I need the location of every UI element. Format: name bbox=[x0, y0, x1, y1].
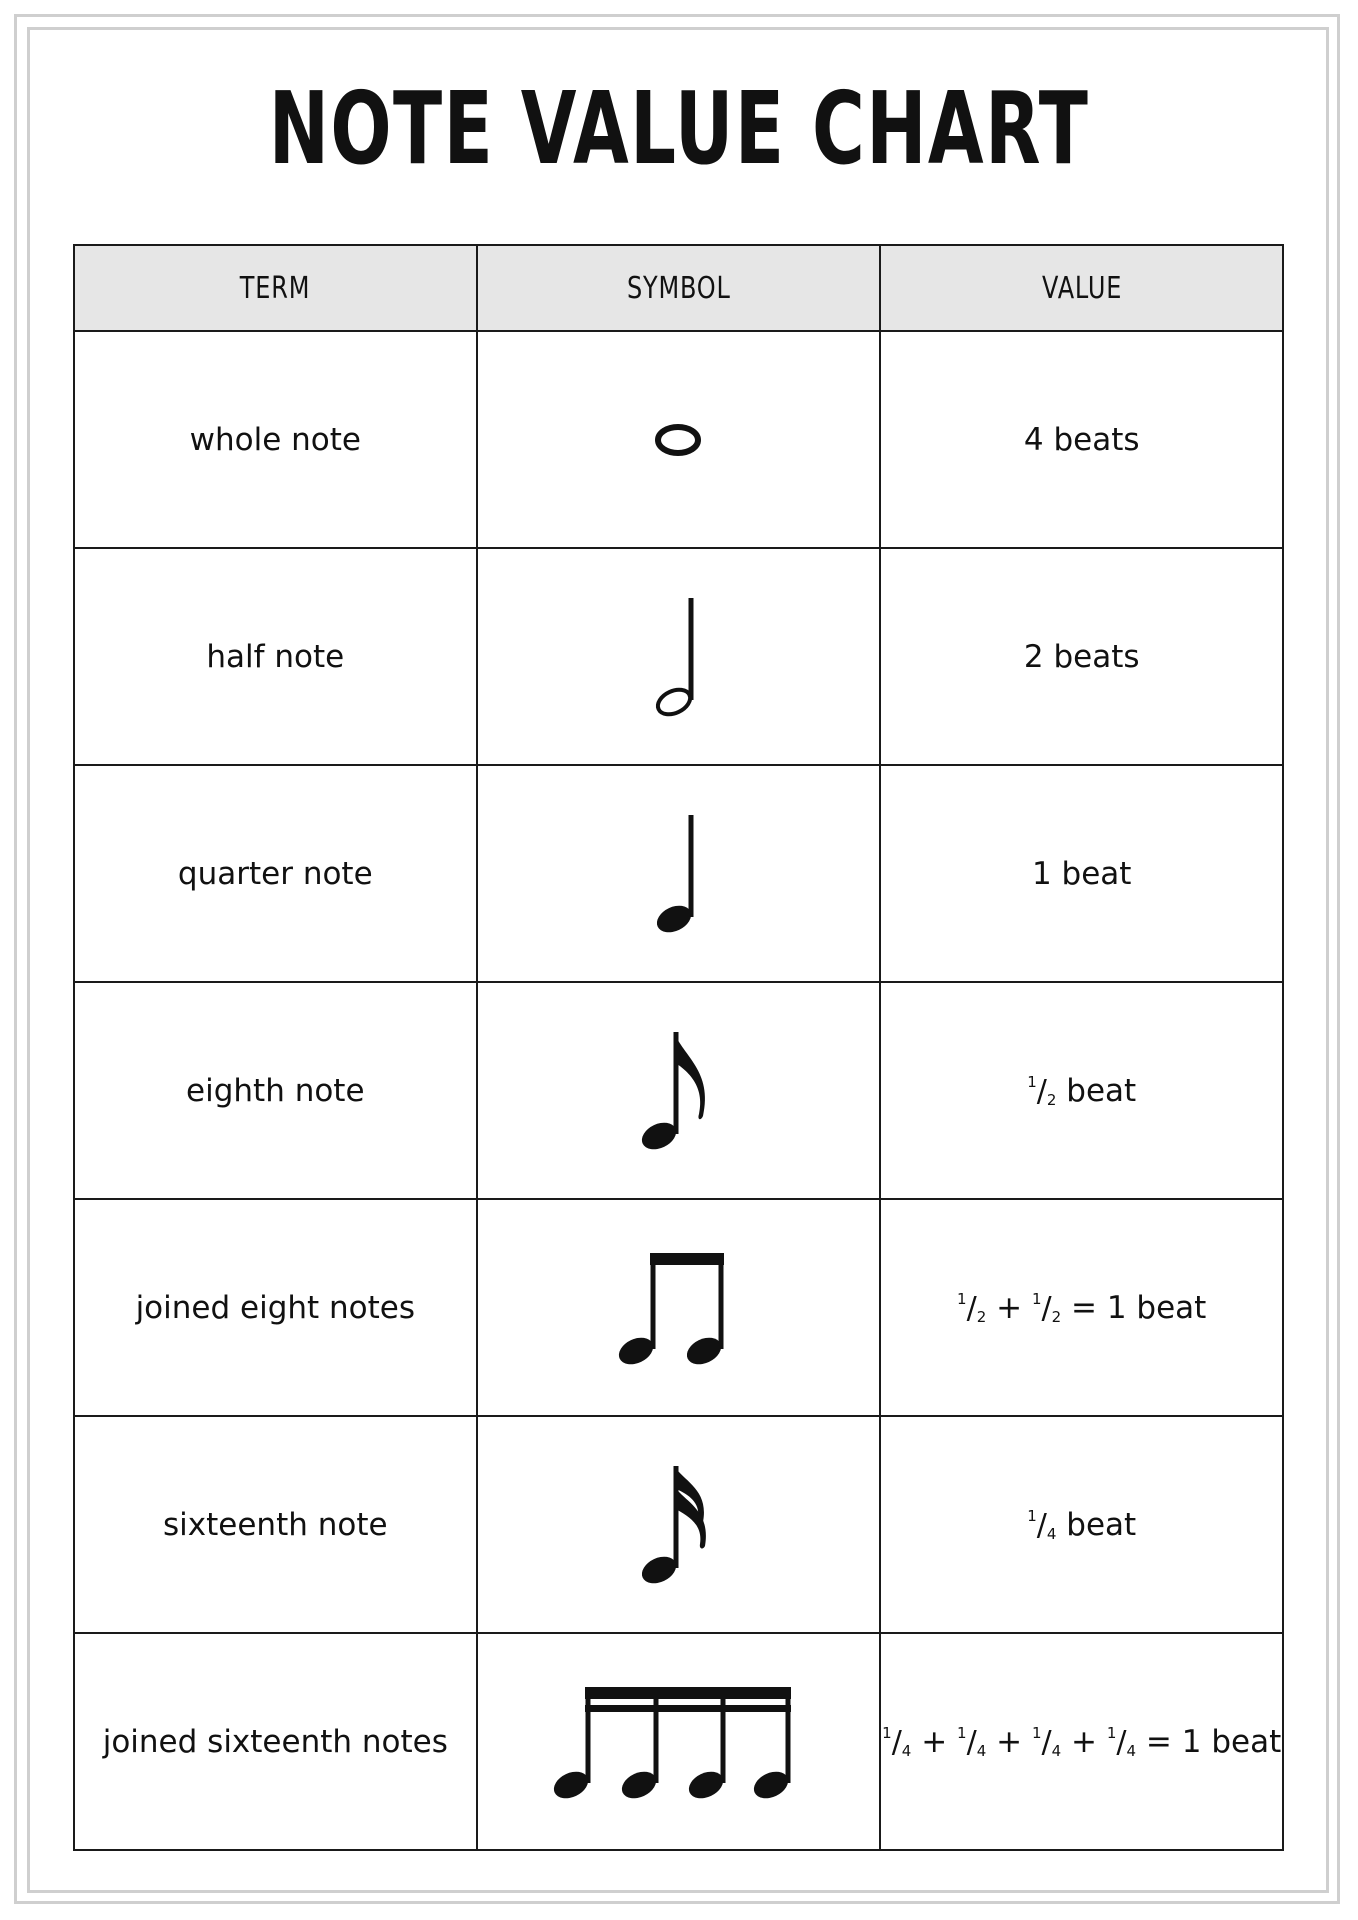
value-cell: 4 beats bbox=[880, 331, 1283, 548]
joined-eighth-notes-icon bbox=[613, 1243, 743, 1373]
value-cell: 2 beats bbox=[880, 548, 1283, 765]
value-result: 1 beat bbox=[1181, 1723, 1282, 1760]
fraction: $^1/_4$ bbox=[1031, 1723, 1062, 1760]
symbol-cell bbox=[477, 1416, 881, 1633]
symbol-cell bbox=[477, 331, 881, 548]
eighth-note-icon bbox=[633, 1026, 723, 1156]
table-header-row bbox=[74, 245, 1283, 331]
plus-sign: + bbox=[921, 1723, 948, 1760]
table-row bbox=[74, 1199, 1283, 1416]
table-row bbox=[74, 331, 1283, 548]
value-cell bbox=[880, 982, 1283, 1199]
fraction: $^1/_4$ bbox=[1106, 1723, 1137, 1760]
value-suffix: beat bbox=[1066, 1072, 1137, 1109]
fraction: $^1/_4$ bbox=[1027, 1506, 1057, 1543]
term-cell: joined sixteenth notes bbox=[74, 1633, 477, 1850]
note-value-table bbox=[73, 244, 1284, 1851]
value-cell bbox=[880, 1199, 1283, 1416]
page-title: NOTE VALUE CHART bbox=[268, 70, 1090, 187]
value-cell: 1 beat bbox=[880, 765, 1283, 982]
value-cell bbox=[880, 1416, 1283, 1633]
table-row bbox=[74, 1633, 1283, 1850]
table-row bbox=[74, 1416, 1283, 1633]
plus-sign: + bbox=[996, 1723, 1023, 1760]
header-symbol: SYMBOL bbox=[477, 245, 881, 331]
header-term: TERM bbox=[74, 245, 477, 331]
term-cell: quarter note bbox=[74, 765, 477, 982]
value-suffix: beat bbox=[1066, 1506, 1137, 1543]
quarter-note-icon bbox=[648, 809, 708, 939]
symbol-cell bbox=[477, 548, 881, 765]
equals-sign: = bbox=[1145, 1723, 1172, 1760]
plus-sign: + bbox=[1071, 1723, 1097, 1760]
symbol-cell bbox=[477, 765, 881, 982]
value-result: 1 beat bbox=[1106, 1289, 1207, 1326]
term-cell: sixteenth note bbox=[74, 1416, 477, 1633]
value-cell bbox=[880, 1633, 1283, 1850]
symbol-cell bbox=[477, 982, 881, 1199]
fraction: $^1/_4$ bbox=[957, 1723, 987, 1760]
equals-sign: = bbox=[1071, 1289, 1097, 1326]
header-value: VALUE bbox=[880, 245, 1283, 331]
term-cell: whole note bbox=[74, 331, 477, 548]
fraction: $^1/_2$ bbox=[1027, 1072, 1057, 1109]
sixteenth-note-icon bbox=[633, 1460, 723, 1590]
table-row bbox=[74, 982, 1283, 1199]
term-cell: joined eight notes bbox=[74, 1199, 477, 1416]
symbol-cell bbox=[477, 1633, 881, 1850]
whole-note-icon bbox=[648, 420, 708, 460]
fraction: $^1/_2$ bbox=[957, 1289, 987, 1326]
half-note-icon bbox=[648, 592, 708, 722]
term-cell: eighth note bbox=[74, 982, 477, 1199]
symbol-cell bbox=[477, 1199, 881, 1416]
plus-sign: + bbox=[996, 1289, 1023, 1326]
table-row bbox=[74, 765, 1283, 982]
fraction: $^1/_2$ bbox=[1031, 1289, 1062, 1326]
table-row bbox=[74, 548, 1283, 765]
joined-sixteenth-notes-icon bbox=[548, 1677, 808, 1807]
term-cell: half note bbox=[74, 548, 477, 765]
fraction: $^1/_4$ bbox=[882, 1723, 912, 1760]
